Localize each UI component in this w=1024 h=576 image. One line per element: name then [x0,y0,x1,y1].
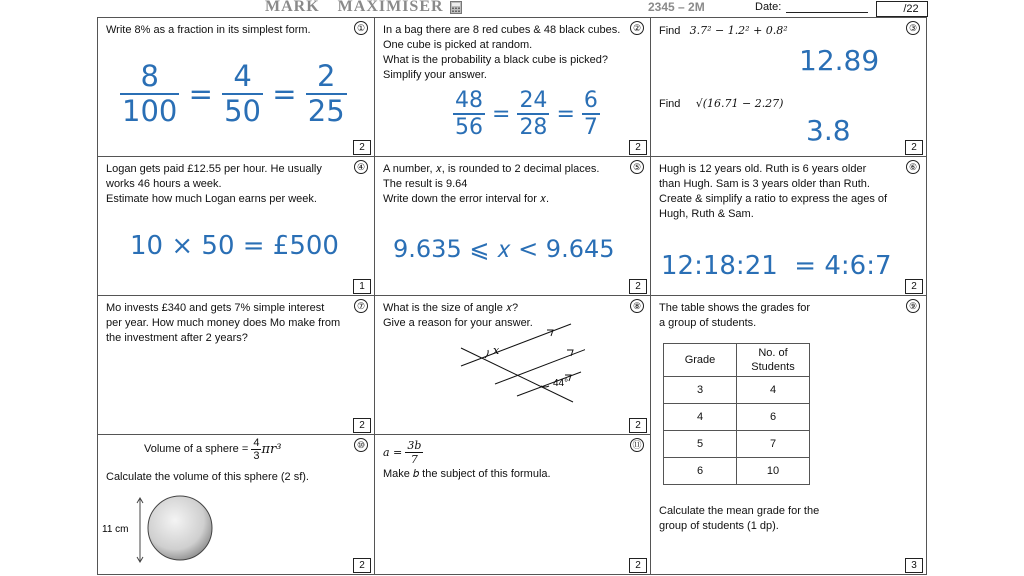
transversal-line [461,348,573,402]
marks-box: 2 [353,558,371,573]
math-expression: 3.7² − 1.2² + 0.8² [689,24,788,37]
question-line: Write 8% as a fraction in its simplest form. [106,24,311,36]
question-number: ① [354,21,368,35]
question-number: ② [630,21,644,35]
sphere-diagram [100,495,220,573]
question-number: ⑥ [906,160,920,174]
question-cell-1 [97,17,375,157]
question-footer-text: Calculate the mean grade for the group of students (1 dp). [659,505,820,532]
worksheet-title [265,0,444,16]
formula-expression: 𝜋𝑟³ [261,442,282,457]
table-row: 6 10 [664,458,810,485]
math-expression: √(16.71 − 2.27) [695,97,784,110]
question-text: Hugh is 12 years old. Ruth is 6 years older than Hugh. Sam is 3 years older than Ruth. Create & simplify a ratio to express the ages of Hugh, Ruth & Sam. [659,163,888,220]
total-score-box[interactable] [876,1,928,17]
score-total: /22 [903,3,919,15]
table-header: Grade [664,344,737,377]
formula-label: Volume of a sphere = [144,443,249,455]
marks-box: 1 [353,279,371,294]
question-cell-5 [374,156,651,296]
marks-box: 2 [629,418,647,433]
question-cell-9 [650,295,927,575]
question-text: Make 𝑏 the subject of this formula. [383,468,551,480]
question-text: What is the size of angle 𝑥? Give a reason for your answer. [383,302,533,329]
angle-arc-44 [541,386,549,387]
marks-box: 2 [905,140,923,155]
question-grid [97,17,927,575]
calculator-icon [450,1,462,14]
question-cell-4 [97,156,375,296]
question-cell-2 [374,17,651,157]
date-field[interactable] [786,12,868,13]
question-cell-11 [374,434,651,575]
question-text: Find √(16.71 − 2.27) [659,97,784,110]
table-row: 4 6 [664,404,810,431]
angle-label-x: 𝑥 [493,344,500,357]
answer-fraction: $\frac{2}{25}$ [307,59,345,128]
formula-fraction: $\frac{\text{3𝑏}}{7}$ [407,439,422,466]
parallel-line-1 [461,324,571,366]
marks-box: 2 [353,418,371,433]
question-text: A number, 𝑥, is rounded to 2 decimal places. The result is 9.64 Write down the error interval for 𝑥. [383,163,600,205]
marks-box: 2 [629,558,647,573]
formula-lhs: 𝑎 = [383,446,403,459]
answer-fraction: $\frac{4}{50}$ [224,59,262,128]
table-header-row [664,344,810,377]
answer-fraction-chain [120,60,347,128]
marks-box: 2 [905,279,923,294]
question-text: Mo invests £340 and gets 7% simple interest per year. How much money does Mo make from the investment after 2 years? [106,302,341,344]
worksheet-header [0,0,1024,17]
sphere-volume-formula [144,437,281,462]
question-cell-10 [97,434,375,575]
question-text: The table shows the grades for a group of students. [659,302,811,329]
question-cell-8 [374,295,651,435]
question-cell-6 [650,156,927,296]
worksheet-code: 2345 – 2M [648,0,705,14]
grades-table [663,343,810,485]
question-number: ⑩ [354,438,368,452]
answer-value: 12.89 [799,44,880,77]
table-row: 3 4 [664,377,810,404]
answer-value: 10 × 50 = £500 [130,231,339,261]
question-text: Logan gets paid £12.55 per hour. He usually works 46 hours a week. Estimate how much Logan earns per week. [106,163,322,205]
table-header: No. of Students [737,344,810,377]
question-number: ④ [354,160,368,174]
formula-fraction: $\frac{4}{3}$ [253,437,260,462]
question-number: ⑤ [630,160,644,174]
question-cell-3 [650,17,927,157]
subject-formula [383,439,423,466]
question-text: Find 3.7² − 1.2² + 0.8² [659,24,788,37]
parallel-line-3 [517,372,581,396]
question-number: ⑦ [354,299,368,313]
marks-box: 2 [629,279,647,294]
question-number: ⑨ [906,299,920,313]
marks-box: 2 [353,140,371,155]
parallel-lines-diagram [455,320,585,410]
table-row: 5 7 [664,431,810,458]
title-word-mark: MARK [265,0,320,15]
question-number: ⑧ [630,299,644,313]
marks-box: 2 [629,140,647,155]
question-text: In a bag there are 8 red cubes & 48 black cubes. One cube is picked at random. What is the probability a black cube is picked? Simplify your answer. [383,24,621,81]
equals-sign: = [272,76,297,111]
answer-fraction-chain: $\frac{48}{56}$ = $\frac{24}{28}$ = $\frac{6}{7}$ [455,88,598,140]
question-number: ③ [906,21,920,35]
answer-value: 9.635 ⩽ 𝑥 < 9.645 [393,235,615,263]
equals-sign: = [188,76,213,111]
question-cell-7 [97,295,375,435]
sphere-shape [148,496,212,560]
answer-value: 3.8 [806,114,851,147]
dimension-label: 11 cm [102,524,129,535]
question-text: Calculate the volume of this sphere (2 sf). [106,471,309,483]
question-text [106,23,346,38]
title-word-maximiser: MAXIMISER [337,0,444,15]
answer-value: 12:18:21 = 4:6:7 [661,251,892,281]
angle-label-44: 44° [553,378,569,389]
angle-arc-x [485,350,488,358]
date-label: Date: [755,1,782,13]
question-number: ⑪ [630,438,644,452]
marks-box: 3 [905,558,923,573]
answer-fraction: $\frac{8}{100}$ [122,59,178,128]
